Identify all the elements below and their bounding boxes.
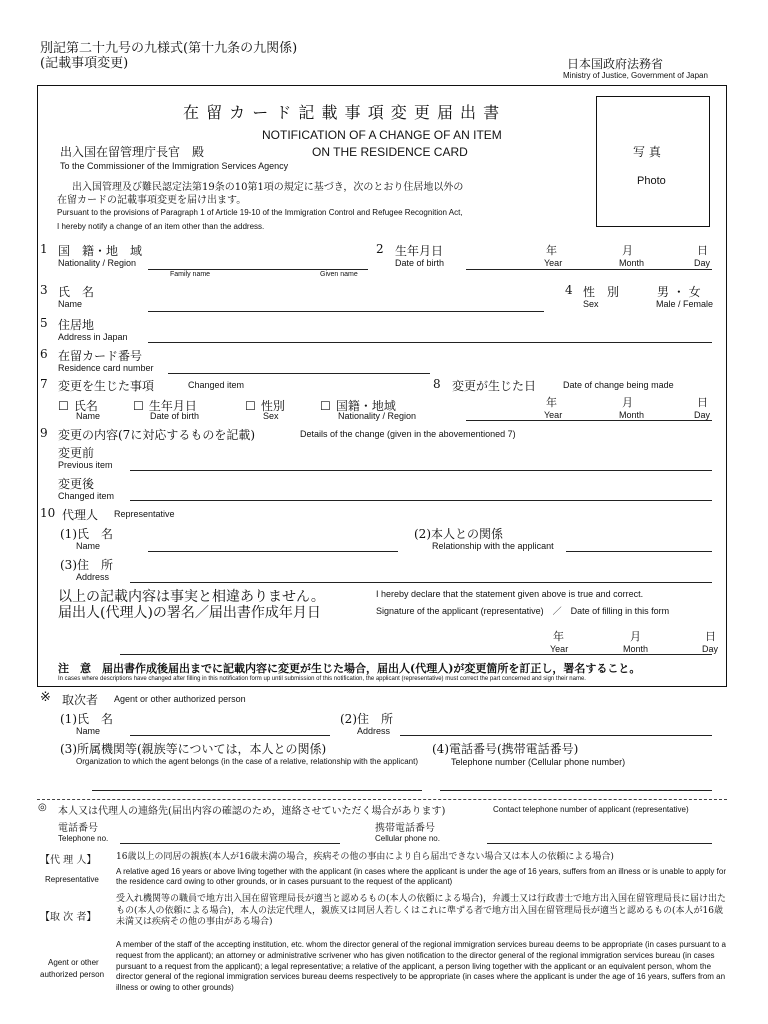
agent-name-label-jp: (1)氏 名 (60, 712, 113, 726)
agent-tel-label-en: Telephone number (Cellular phone number) (451, 757, 626, 767)
field-7-number: 7 (40, 377, 48, 391)
change-day-jp: 日 (697, 396, 708, 409)
checkbox-label-jp: 生年月日 (148, 399, 197, 413)
rep-address-label-en: Address (76, 572, 110, 582)
declaration-en-1: I hereby declare that the statement given above is true and correct. (376, 589, 644, 599)
field-3-label-en: Name (58, 299, 83, 309)
contact-label-en: Contact telephone number of applicant (representative) (493, 805, 689, 814)
photo-label-en: Photo (637, 175, 666, 187)
agent-label-jp: 取次者 (62, 693, 99, 707)
field-8-number: 8 (433, 377, 441, 391)
sex-options-jp[interactable]: 男 ・ 女 (657, 285, 701, 299)
rep-name-label-en: Name (76, 541, 101, 551)
field-5-label-jp: 住居地 (58, 318, 95, 332)
checkbox-label-jp: 国籍・地域 (335, 399, 396, 413)
field-1-label-en: Nationality / Region (58, 258, 137, 268)
rep-address-label-jp: (3)住 所 (60, 558, 113, 572)
field-6-number: 6 (40, 347, 48, 361)
agent-org-input[interactable] (92, 790, 422, 791)
contact-cell-input[interactable] (487, 843, 712, 844)
section-divider (37, 799, 727, 800)
sign-year-jp: 年 (553, 630, 564, 643)
previous-item-label-jp: 変更前 (58, 446, 95, 460)
checkbox-icon: ☐ (58, 399, 69, 413)
sign-day-jp: 日 (705, 630, 716, 643)
previous-item-input[interactable] (130, 470, 712, 471)
checkbox-label-en: Date of birth (150, 411, 200, 421)
dob-day-en: Day (694, 258, 711, 268)
field-5-label-en: Address in Japan (58, 332, 128, 342)
rep-relationship-label-en: Relationship with the applicant (432, 541, 554, 551)
form-title-en-1: NOTIFICATION OF A CHANGE OF AN ITEM (262, 128, 502, 142)
agent-name-label-en: Name (76, 726, 101, 736)
form-number: 別記第二十九号の九様式(第十九条の九関係) (40, 41, 298, 56)
footnote-rep-label-jp: 【代 理 人】 (40, 855, 97, 866)
field-10-label-jp: 代理人 (62, 508, 99, 522)
checkbox-icon: ☐ (320, 399, 331, 413)
sign-day-en: Day (702, 644, 719, 654)
contact-cell-label-en: Cellular phone no. (375, 834, 440, 843)
declaration-en-2: Signature of the applicant (representative) ／ Date of filling in this form (376, 606, 670, 616)
note-jp: 注 意 届出書作成後届出までに記載内容に変更が生じた場合，届出人(代理人)が変更箇所を訂正し，署名すること。 (58, 662, 641, 675)
field-2-label-en: Date of birth (395, 258, 445, 268)
photo-box (596, 96, 710, 227)
footnote-agent-label-en-2: authorized person (40, 970, 105, 979)
ministry-en: Ministry of Justice, Government of Japan (563, 71, 708, 80)
field-4-label-jp: 性 別 (583, 285, 620, 299)
footnote-agent-en: A member of the staff of the accepting institution, etc. whom the director general of the regional immigration services bureau deems to be appropriate (in cases pursuant to a request from the applicant); an attorney or administrative scrivener who has given notification to the director general of the regional immigration services bureau (in cases pursuant to a request from the applicant); a legal representative; a relative of the applicant, a person living together with the applicant or an equivalent person, whom the director general of the regional immigration services bureau deems respectively to be appropriate (in cases where the applicant is under the age of 16 years, suffers from an illness or owing to other grounds) (116, 940, 726, 993)
family-name-caption: Family name (170, 271, 211, 278)
agent-tel-label-jp: (4)電話番号(携帯電話番号) (432, 742, 579, 756)
contact-tel-input[interactable] (120, 843, 340, 844)
footnote-agent-label-jp: 【取 次 者】 (40, 912, 97, 923)
agent-mark: ※ (40, 690, 51, 705)
form-subtitle: (記載事項変更) (40, 56, 129, 71)
footnote-rep-jp: 16歳以上の同居の親族(本人が16歳未満の場合，疾病その他の事由により自ら届出できない場合又は本人の依頼による場合) (116, 852, 614, 862)
sex-options-en: Male / Female (656, 299, 714, 309)
field-8-label-en: Date of change being made (563, 380, 674, 390)
intro-jp-2: 在留カードの記載事項変更を届け出ます。 (57, 195, 247, 206)
declaration-jp-1: 以上の記載内容は事実と相違ありません。 (58, 589, 325, 605)
field-7-label-jp: 変更を生じた事項 (58, 379, 155, 393)
ministry-jp: 日本国政府法務省 (567, 57, 664, 71)
nationality-input[interactable] (148, 269, 368, 270)
rep-name-label-jp: (1)氏 名 (60, 527, 113, 541)
contact-mark: ◎ (38, 802, 47, 813)
change-month-jp: 月 (622, 396, 633, 409)
footnote-rep-en: A relative aged 16 years or above living together with the applicant (in cases where the applicant is under the age of 16 years, suffers from an illness or is unable to apply for the residence card owing to other grounds, or in cases pursuant to the request of the applicant) (116, 867, 726, 887)
checkbox-icon: ☐ (133, 399, 144, 413)
sign-month-jp: 月 (630, 630, 641, 643)
field-10-number: 10 (40, 506, 56, 520)
intro-jp-1: 出入国管理及び難民認定法第19条の10第1項の規定に基づき，次のとおり住居地以外の (72, 182, 464, 193)
field-9-label-en: Details of the change (given in the abovementioned 7) (300, 429, 516, 439)
address-input[interactable] (148, 342, 712, 343)
photo-label-jp: 写 真 (633, 145, 661, 159)
checkbox-icon: ☐ (245, 399, 256, 413)
dob-month-jp: 月 (622, 244, 633, 257)
checkbox-label-en: Name (76, 411, 101, 421)
addressee-jp: 出入国在留管理庁長官 殿 (60, 145, 205, 159)
agent-org-label-jp: (3)所属機関等(親族等については，本人との関係) (60, 742, 327, 756)
field-3-label-jp: 氏 名 (58, 285, 95, 299)
field-7-label-en: Changed item (188, 380, 245, 390)
addressee-en: To the Commissioner of the Immigration Services Agency (60, 161, 289, 171)
intro-en-2: I hereby notify a change of an item other than the address. (57, 222, 265, 231)
field-1-number: 1 (40, 242, 48, 256)
rep-relationship-label-jp: (2)本人との関係 (414, 527, 503, 541)
field-3-number: 3 (40, 283, 48, 297)
field-4-number: 4 (565, 283, 573, 297)
field-2-number: 2 (376, 242, 384, 256)
agent-address-label-en: Address (357, 726, 391, 736)
intro-en-1: Pursuant to the provisions of Paragraph 1 of Article 19-10 of the Immigration Control and Refugee Recognition Act, (57, 208, 463, 217)
declaration-jp-2: 届出人(代理人)の署名／届出書作成年月日 (58, 605, 321, 621)
agent-label-en: Agent or other authorized person (114, 694, 246, 704)
field-5-number: 5 (40, 316, 48, 330)
footnote-agent-jp: 受入れ機関等の職員で地方出入国在留管理局長が適当と認めるもの(本人の依頼による場合)，弁護士又は行政書士で地方出入国在留管理局長に届け出たもの(本人の依頼による場合)，本人の法定代理人，親族又は同居人若しくはこれに準ずる者で地方出入国在留管理局長が適当と認めるもの(本人が16歳未満又は疾病その他の事由がある場合) (116, 894, 727, 928)
contact-tel-label-en: Telephone no. (58, 834, 109, 843)
dob-year-en: Year (544, 258, 563, 268)
field-10-label-en: Representative (114, 509, 175, 519)
agent-org-label-en: Organization to which the agent belongs (in the case of a relative, relationship with the applicant) (76, 757, 418, 766)
field-2-label-jp: 生年月日 (395, 244, 444, 258)
agent-name-input[interactable] (130, 735, 330, 736)
agent-address-input[interactable] (400, 735, 712, 736)
previous-item-label-en: Previous item (58, 460, 113, 470)
footnote-rep-label-en: Representative (45, 875, 99, 884)
form-title-en-2: ON THE RESIDENCE CARD (312, 145, 468, 159)
field-6-label-en: Residence card number (58, 363, 154, 373)
date-of-change-input[interactable] (466, 420, 712, 421)
field-9-number: 9 (40, 426, 48, 440)
field-6-label-jp: 在留カード番号 (58, 349, 143, 363)
change-day-en: Day (694, 410, 711, 420)
checkbox-label-jp: 氏名 (73, 399, 98, 413)
dob-month-en: Month (619, 258, 645, 268)
changed-item-label-en: Changed item (58, 491, 115, 501)
change-year-jp: 年 (546, 396, 557, 409)
sign-year-en: Year (550, 644, 569, 654)
rep-relationship-input[interactable] (566, 551, 712, 552)
contact-tel-label-jp: 電話番号 (58, 823, 98, 834)
agent-tel-input[interactable] (440, 790, 712, 791)
rep-address-input[interactable] (130, 582, 712, 583)
changed-item-input[interactable] (130, 500, 712, 501)
changed-item-label-jp: 変更後 (58, 477, 95, 491)
contact-label-jp: 本人又は代理人の連絡先(届出内容の確認のため，連絡させていただく場合があります) (58, 806, 446, 817)
checkbox-label-en: Nationality / Region (338, 411, 417, 421)
name-input[interactable] (148, 311, 544, 312)
date-of-birth-input[interactable] (466, 269, 712, 270)
footnote-agent-label-en-1: Agent or other (48, 958, 99, 967)
contact-cell-label-jp: 携帯電話番号 (375, 823, 435, 834)
change-month-en: Month (619, 410, 645, 420)
dob-year-jp: 年 (546, 244, 557, 257)
agent-address-label-jp: (2)住 所 (340, 712, 393, 726)
dob-day-jp: 日 (697, 244, 708, 257)
given-name-caption: Given name (320, 271, 358, 278)
field-1-label-jp: 国 籍・地 域 (58, 244, 143, 258)
change-year-en: Year (544, 410, 563, 420)
checkbox-label-jp: 性別 (260, 399, 285, 413)
form-title-jp: 在 留 カ ー ド 記 載 事 項 変 更 届 出 書 (183, 103, 501, 122)
residence-card-number-input[interactable] (168, 373, 430, 374)
sign-month-en: Month (623, 644, 649, 654)
field-8-label-jp: 変更が生じた日 (452, 379, 537, 393)
note-en: In cases where descriptions have changed after filling in this notification form up until submission of this notification, the applicant (representative) must correct the part concerned and sign their name. (58, 676, 586, 682)
field-4-label-en: Sex (583, 299, 599, 309)
checkbox-label-en: Sex (263, 411, 279, 421)
rep-name-input[interactable] (148, 551, 398, 552)
field-9-label-jp: 変更の内容(7に対応するものを記載) (58, 428, 255, 442)
signature-input[interactable] (120, 654, 712, 655)
